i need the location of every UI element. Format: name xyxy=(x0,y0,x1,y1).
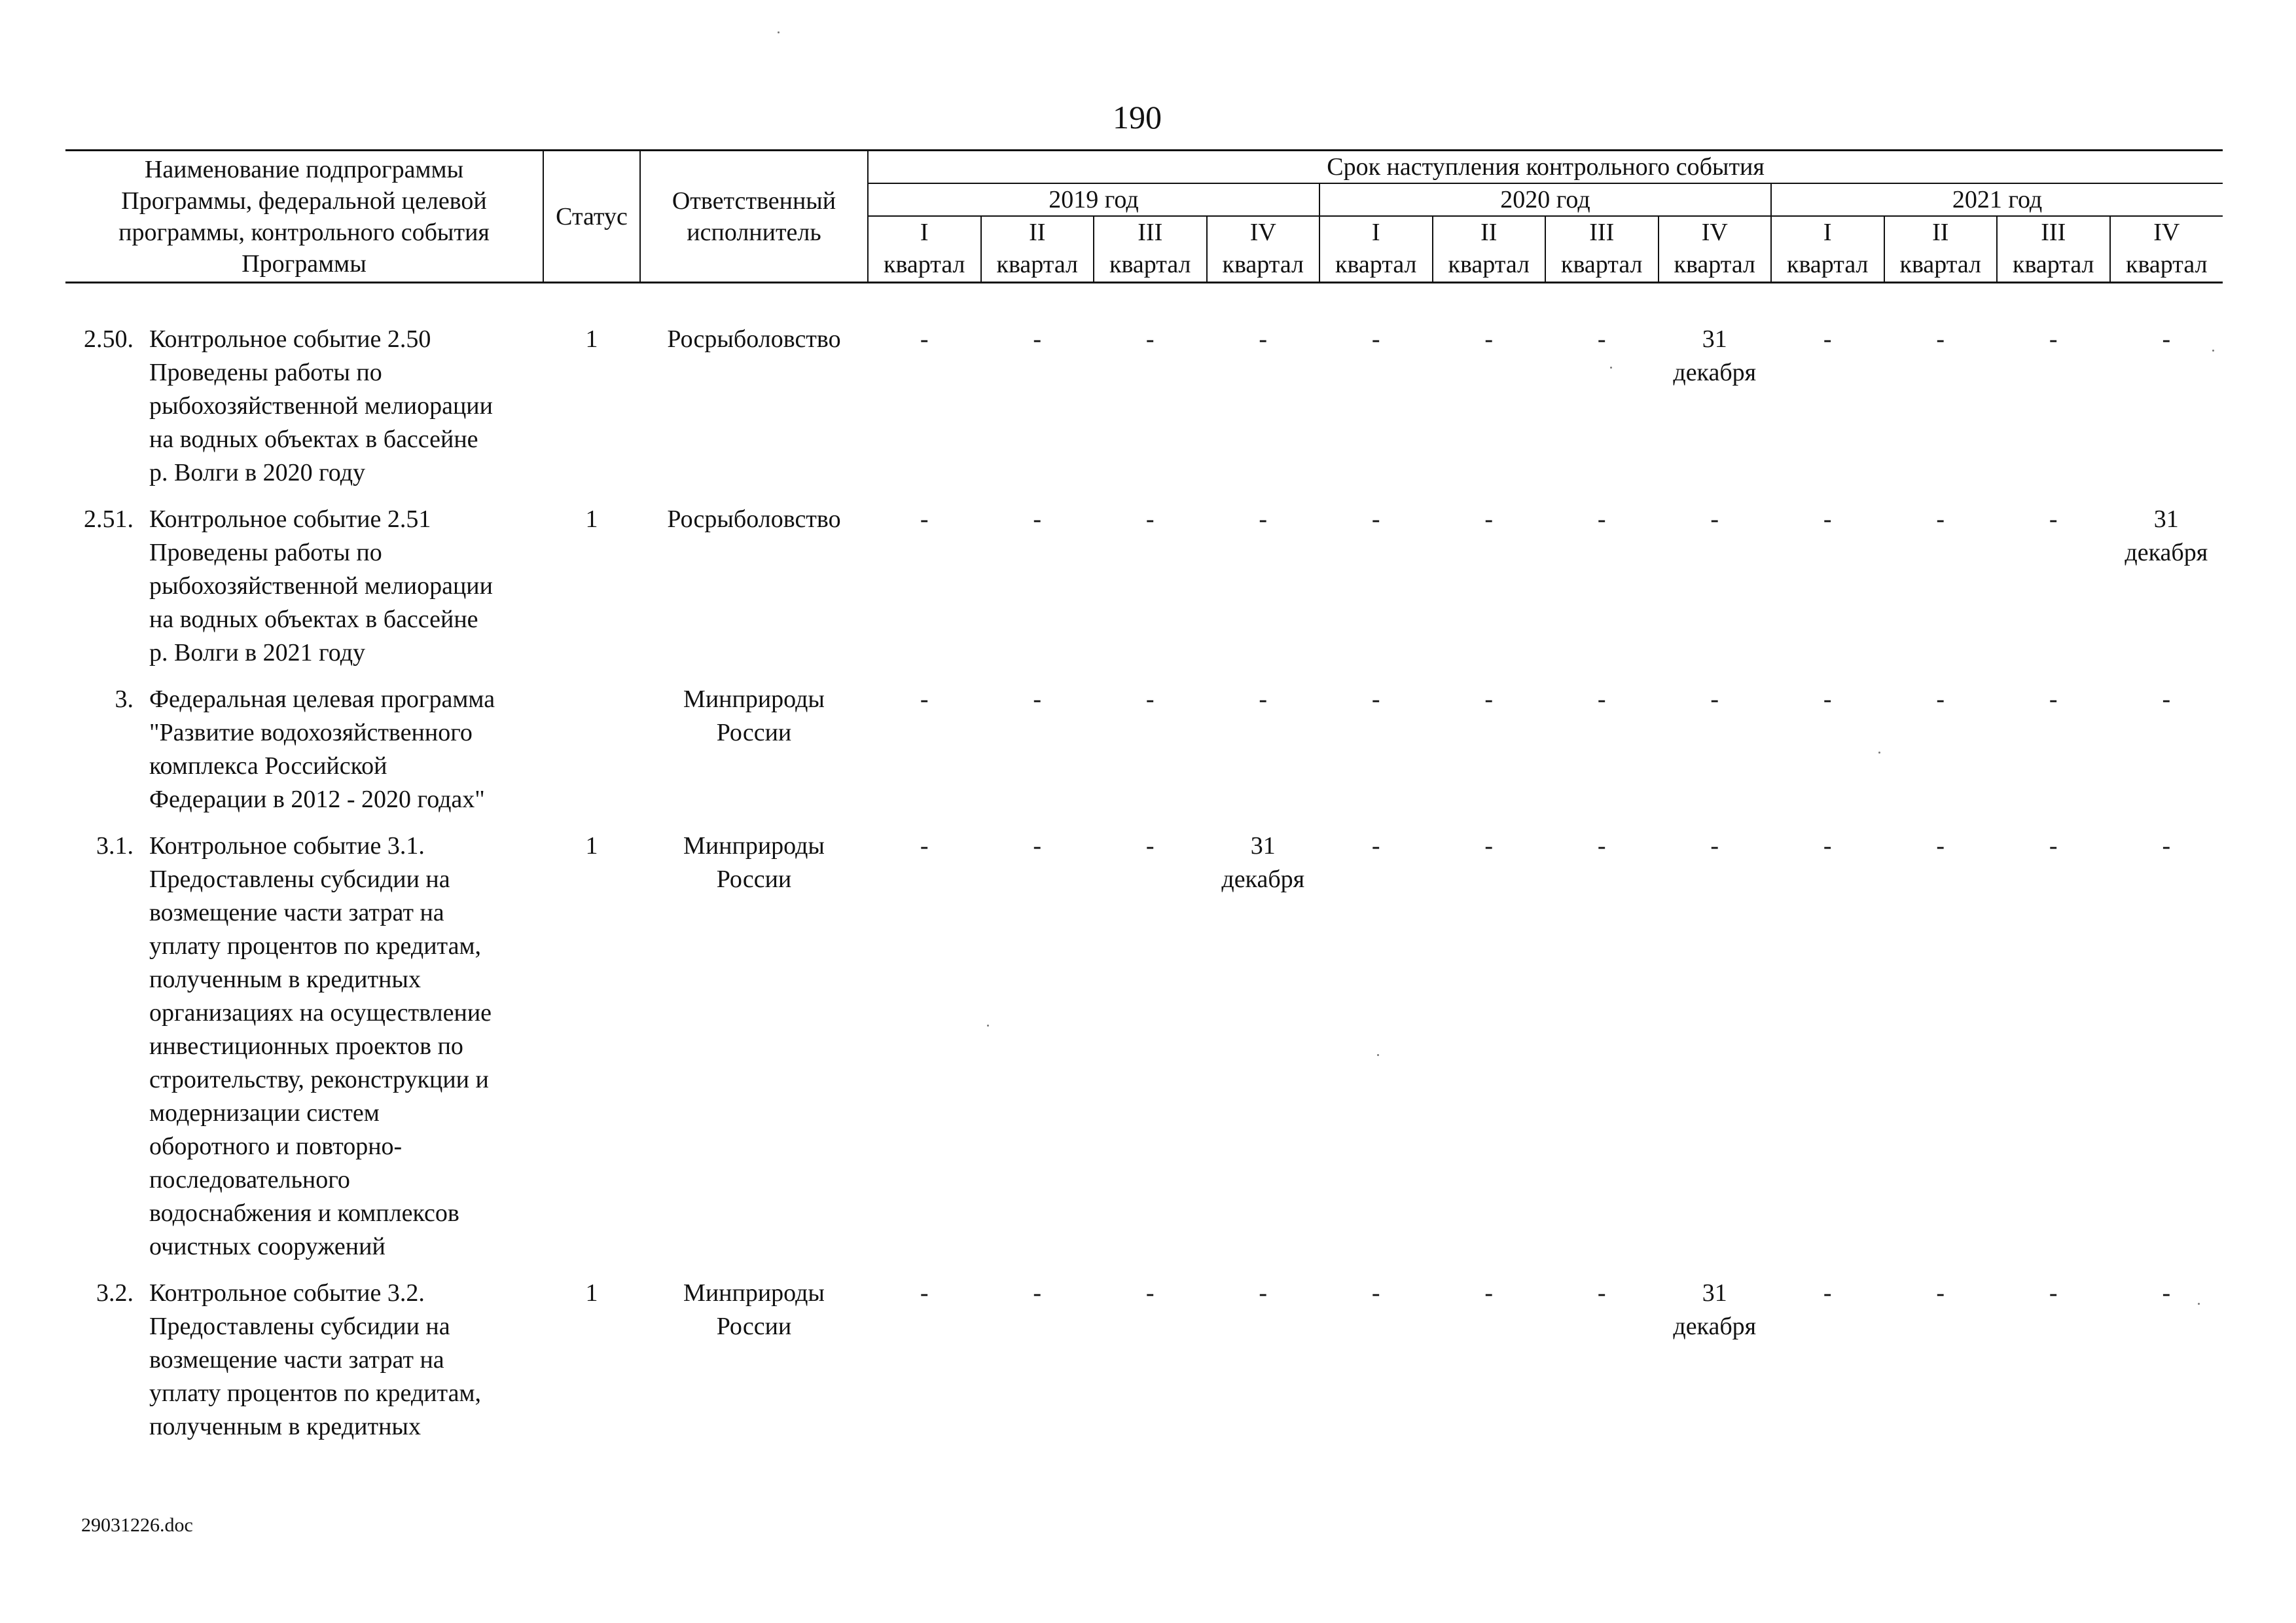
quarter-number-header: IV xyxy=(1659,216,1772,248)
quarter-deadline-cell: - xyxy=(1033,325,1042,353)
status-cell: 1 xyxy=(585,325,598,353)
control-events-table xyxy=(65,149,2223,1457)
year-header: 2021 год xyxy=(1771,183,2223,216)
text-line: Федеральная целевая программа xyxy=(149,685,495,713)
quarter-word-header: квартал xyxy=(1207,248,1320,283)
quarter-deadline-cell: - xyxy=(2162,1279,2171,1307)
header-deadline-column: Срок наступления контрольного события xyxy=(868,151,2223,184)
quarter-deadline-cell: - xyxy=(1936,685,1945,713)
quarter-deadline-cell: - xyxy=(1936,505,1945,533)
text-line: последовательного xyxy=(149,1166,350,1194)
table-row xyxy=(65,503,2223,670)
event-name-cell xyxy=(65,1277,543,1444)
text-line: программы, контрольного события xyxy=(118,218,490,246)
text-line: Проведены работы по xyxy=(149,539,382,566)
quarter-number-header: II xyxy=(981,216,1094,248)
quarter-deadline-cell: - xyxy=(1484,1279,1494,1307)
event-name xyxy=(149,503,493,670)
quarter-deadline-cell: - xyxy=(1597,505,1606,533)
text-line: Предоставлены субсидии на xyxy=(149,1313,450,1340)
text-line: р. Волги в 2020 году xyxy=(149,459,366,486)
text-line: Контрольное событие 3.1. xyxy=(149,832,425,860)
quarter-deadline-cell: - xyxy=(1371,685,1380,713)
row-number: 3. xyxy=(115,685,134,713)
quarter-deadline-cell: 31 декабря xyxy=(1673,1279,1757,1340)
quarter-word-header: квартал xyxy=(868,248,981,283)
text-line: России xyxy=(716,1313,792,1340)
row-number: 3.2. xyxy=(96,1279,134,1307)
quarter-deadline-cell: - xyxy=(1597,1279,1606,1307)
header-executor-column xyxy=(640,151,868,283)
status-cell: 1 xyxy=(585,1279,598,1307)
quarter-deadline-cell: - xyxy=(2162,325,2171,353)
quarter-deadline-cell: - xyxy=(2049,505,2058,533)
quarter-deadline-cell: - xyxy=(2162,832,2171,860)
table-row xyxy=(65,1277,2223,1444)
text-line: Наименование подпрограммы xyxy=(144,155,464,183)
quarter-deadline-cell: - xyxy=(1145,1279,1155,1307)
text-line: Программы, федеральной целевой xyxy=(121,187,487,215)
table-body xyxy=(65,283,2223,1457)
executor-cell xyxy=(640,683,868,816)
executor-cell xyxy=(640,1277,868,1444)
text-line: Контрольное событие 3.2. xyxy=(149,1279,425,1307)
quarter-deadline-cell: - xyxy=(1823,325,1832,353)
quarter-word-header: квартал xyxy=(2110,248,2223,283)
header-name-column xyxy=(65,151,543,283)
quarter-word-header: квартал xyxy=(1771,248,1884,283)
text-line: Росрыболовство xyxy=(667,505,841,533)
quarter-deadline-cell: - xyxy=(1145,505,1155,533)
text-line: Программы xyxy=(242,249,367,278)
quarter-deadline-cell: - xyxy=(1710,685,1719,713)
quarter-word-header: квартал xyxy=(1094,248,1207,283)
quarter-deadline-cell: - xyxy=(1033,832,1042,860)
quarter-deadline-cell: - xyxy=(1597,325,1606,353)
text-line: Росрыболовство xyxy=(667,325,841,353)
text-line: организациях на осуществление xyxy=(149,999,492,1027)
text-line: инвестиционных проектов по xyxy=(149,1032,463,1060)
year-header: 2019 год xyxy=(868,183,1319,216)
text-line: уплату процентов по кредитам, xyxy=(149,932,482,960)
scan-speck xyxy=(1377,1054,1379,1056)
text-line: комплекса Российской xyxy=(149,752,387,780)
row-number: 2.50. xyxy=(84,325,134,353)
quarter-deadline-cell: - xyxy=(1371,832,1380,860)
quarter-deadline-cell: - xyxy=(1033,1279,1042,1307)
quarter-number-header: I xyxy=(868,216,981,248)
text-line: рыбохозяйственной мелиорации xyxy=(149,572,493,600)
event-name xyxy=(149,683,495,816)
quarter-word-header: квартал xyxy=(981,248,1094,283)
text-line: оборотного и повторно- xyxy=(149,1133,403,1160)
text-line: р. Волги в 2021 году xyxy=(149,639,366,666)
text-line: на водных объектах в бассейне xyxy=(149,606,478,633)
quarter-word-header: квартал xyxy=(1545,248,1659,283)
quarter-deadline-cell: - xyxy=(1033,505,1042,533)
quarter-deadline-cell: - xyxy=(1033,685,1042,713)
quarter-number-header: I xyxy=(1771,216,1884,248)
executor-cell xyxy=(640,323,868,490)
quarter-number-header: III xyxy=(1997,216,2110,248)
quarter-word-header: квартал xyxy=(1997,248,2110,283)
quarter-deadline-cell: - xyxy=(920,325,929,353)
quarter-deadline-cell: - xyxy=(1259,505,1268,533)
text-line: Контрольное событие 2.51 xyxy=(149,505,431,533)
scan-speck xyxy=(1610,367,1612,369)
quarter-deadline-cell: - xyxy=(1484,832,1494,860)
quarter-deadline-cell: - xyxy=(1259,325,1268,353)
quarter-deadline-cell: - xyxy=(1936,325,1945,353)
quarter-deadline-cell: - xyxy=(2162,685,2171,713)
quarter-deadline-cell: - xyxy=(1484,685,1494,713)
event-name-cell xyxy=(65,683,543,816)
quarter-deadline-cell: - xyxy=(1259,1279,1268,1307)
quarter-deadline-cell: - xyxy=(1145,685,1155,713)
quarter-deadline-cell: - xyxy=(1371,1279,1380,1307)
table-header xyxy=(65,151,2223,283)
text-line: водоснабжения и комплексов xyxy=(149,1199,459,1227)
quarter-deadline-cell: - xyxy=(1823,1279,1832,1307)
text-line: уплату процентов по кредитам, xyxy=(149,1379,482,1407)
text-line: Ответственный xyxy=(672,187,836,215)
text-line: "Развитие водохозяйственного xyxy=(149,719,473,746)
quarter-deadline-cell: - xyxy=(1259,685,1268,713)
scan-speck xyxy=(987,1025,989,1027)
event-name xyxy=(149,323,493,490)
quarter-deadline-cell: - xyxy=(1823,832,1832,860)
text-line: России xyxy=(716,866,792,893)
row-number: 2.51. xyxy=(84,505,134,533)
year-header: 2020 год xyxy=(1319,183,1771,216)
text-line: Проведены работы по xyxy=(149,359,382,386)
quarter-deadline-cell: - xyxy=(1823,505,1832,533)
quarter-deadline-cell: - xyxy=(2049,685,2058,713)
quarter-deadline-cell: - xyxy=(1484,325,1494,353)
status-cell: 1 xyxy=(585,832,598,860)
quarter-deadline-cell: - xyxy=(1371,325,1380,353)
text-line: Федерации в 2012 - 2020 годах" xyxy=(149,786,485,813)
page-number: 190 xyxy=(1113,99,1162,136)
quarter-word-header: квартал xyxy=(1659,248,1772,283)
text-line: Минприроды xyxy=(683,832,825,860)
scan-speck xyxy=(2212,350,2214,352)
quarter-deadline-cell: - xyxy=(920,505,929,533)
quarter-deadline-cell: - xyxy=(2049,1279,2058,1307)
text-line: строительству, реконструкции и xyxy=(149,1066,489,1093)
scan-speck xyxy=(778,31,780,33)
text-line: возмещение части затрат на xyxy=(149,899,444,926)
table-row xyxy=(65,830,2223,1264)
text-line: на водных объектах в бассейне xyxy=(149,426,478,453)
quarter-deadline-cell: - xyxy=(1484,505,1494,533)
document-id: 29031226.doc xyxy=(81,1514,193,1536)
table-row xyxy=(65,323,2223,490)
quarter-number-header: III xyxy=(1094,216,1207,248)
text-line: исполнитель xyxy=(687,218,821,246)
text-line: Минприроды xyxy=(683,1279,825,1307)
quarter-number-header: I xyxy=(1319,216,1433,248)
table-row xyxy=(65,683,2223,816)
quarter-deadline-cell: - xyxy=(1936,832,1945,860)
quarter-deadline-cell: - xyxy=(920,1279,929,1307)
quarter-deadline-cell: - xyxy=(2049,832,2058,860)
quarter-deadline-cell: - xyxy=(1145,325,1155,353)
scan-speck xyxy=(2198,1303,2200,1305)
quarter-number-header: IV xyxy=(1207,216,1320,248)
scan-speck xyxy=(1878,752,1880,754)
event-name xyxy=(149,830,492,1264)
executor-cell xyxy=(640,503,868,670)
quarter-word-header: квартал xyxy=(1319,248,1433,283)
text-line: рыбохозяйственной мелиорации xyxy=(149,392,493,420)
quarter-deadline-cell: - xyxy=(1371,505,1380,533)
quarter-deadline-cell: - xyxy=(2049,325,2058,353)
event-name xyxy=(149,1277,481,1444)
event-name-cell xyxy=(65,323,543,490)
quarter-deadline-cell: - xyxy=(1597,832,1606,860)
event-name-cell xyxy=(65,830,543,1264)
header-status-column: Статус xyxy=(543,151,640,283)
quarter-deadline-cell: 31 декабря xyxy=(1673,325,1757,386)
status-cell: 1 xyxy=(585,505,598,533)
quarter-deadline-cell: - xyxy=(1823,685,1832,713)
quarter-deadline-cell: - xyxy=(920,832,929,860)
status-cell xyxy=(543,683,640,816)
text-line: Предоставлены субсидии на xyxy=(149,866,450,893)
quarter-deadline-cell: - xyxy=(1936,1279,1945,1307)
quarter-deadline-cell: - xyxy=(1597,685,1606,713)
quarter-deadline-cell: - xyxy=(1710,832,1719,860)
quarter-deadline-cell: 31 декабря xyxy=(2125,505,2208,566)
text-line: модернизации систем xyxy=(149,1099,380,1127)
event-name-cell xyxy=(65,503,543,670)
text-line: Контрольное событие 2.50 xyxy=(149,325,431,353)
text-line: Минприроды xyxy=(683,685,825,713)
text-line: полученным в кредитных xyxy=(149,966,421,993)
executor-cell xyxy=(640,830,868,1264)
quarter-deadline-cell: - xyxy=(920,685,929,713)
quarter-word-header: квартал xyxy=(1433,248,1546,283)
quarter-word-header: квартал xyxy=(1884,248,1998,283)
row-number: 3.1. xyxy=(96,832,134,860)
quarter-deadline-cell: 31 декабря xyxy=(1221,832,1305,893)
text-line: России xyxy=(716,719,792,746)
quarter-number-header: III xyxy=(1545,216,1659,248)
text-line: полученным в кредитных xyxy=(149,1413,421,1440)
text-line: очистных сооружений xyxy=(149,1233,386,1260)
quarter-number-header: IV xyxy=(2153,219,2180,246)
text-line: возмещение части затрат на xyxy=(149,1346,444,1374)
quarter-number-header: II xyxy=(1433,216,1546,248)
quarter-deadline-cell: - xyxy=(1145,832,1155,860)
quarter-number-header: II xyxy=(1884,216,1998,248)
quarter-deadline-cell: - xyxy=(1710,505,1719,533)
